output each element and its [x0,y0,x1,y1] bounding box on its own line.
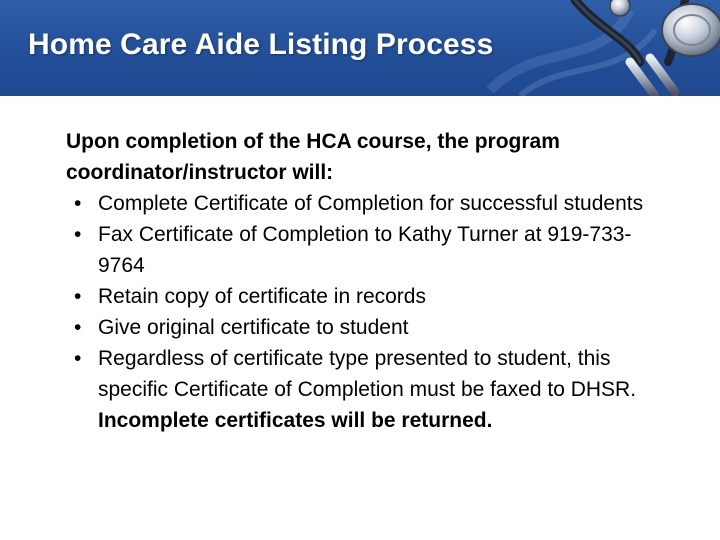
bullet-icon: • [74,223,82,246]
bullet-icon: • [74,347,82,370]
list-item [66,219,666,281]
title-banner [0,0,720,96]
list-item-text: Retain copy of certificate in records [98,285,426,308]
bullet-icon: • [74,192,82,215]
intro-text: Upon completion of the HCA course, the program coordinator/instructor will: [66,130,560,184]
list-item [66,281,666,312]
list-item [66,312,666,343]
stethoscope-icon [480,0,720,96]
bullet-icon: • [74,316,82,339]
bullet-list [66,188,666,436]
bullet-icon: • [74,285,82,308]
list-item-text: Fax Certificate of Completion to Kathy Turner at 919-733-9764 [98,223,632,277]
list-item [66,343,666,436]
warning-text: Incomplete certificates will be returned. [98,409,493,432]
list-item [66,188,666,219]
slide-title: Home Care Aide Listing Process [28,28,494,61]
slide-body [66,126,666,436]
list-item-text: Regardless of certificate type presented to student, this specific Certificate of Completion must be faxed to DHSR. [98,347,637,401]
list-item-text: Complete Certificate of Completion for successful students [98,192,644,215]
list-item-text: Give original certificate to student [98,316,409,339]
